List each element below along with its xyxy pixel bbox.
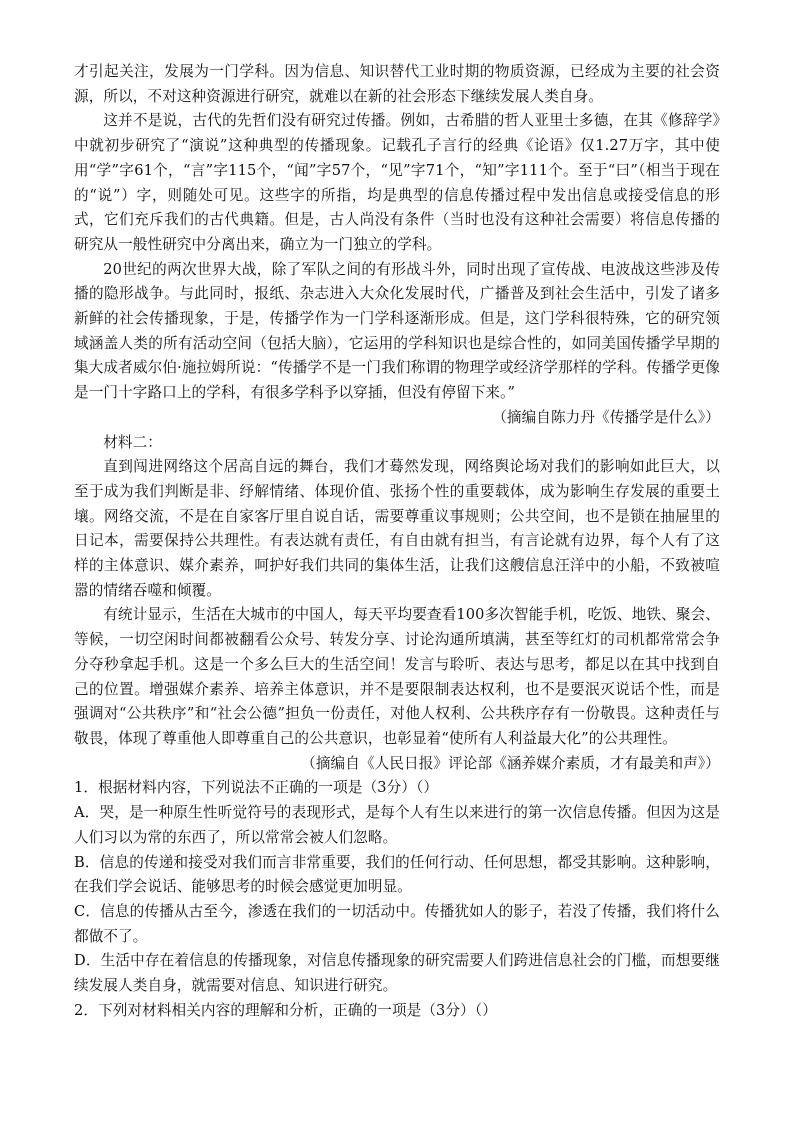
exam-page bbox=[74, 60, 720, 1023]
question-1-stem: 1．根据材料内容，下列说法不正确的一项是（3分）（） bbox=[74, 779, 439, 797]
material2-paragraph-1: 直到闯进网络这个居高自远的舞台，我们才蓦然发现，网络舆论场对我们的影响如此巨大，以至于成为我们判断是非、纾解情绪、体现价值、张扬个性的重要载体，成为影响生存发展的重要土壤。网络交流，不是在自家客厅里自说自话，需要尊重议事规则；公共空间，也不是锁在抽屉里的日记本，需要保持公共理性。有表达就有责任，有自由就有担当，有言论就有边界，每个人有了这样的主体意识、媒介素养，呵护好我们共同的集体生活，让我们这艘信息汪洋中的小船，不致被喧嚣的情绪吞噬和倾覆。 bbox=[74, 458, 720, 599]
material2-paragraph-2: 有统计显示，生活在大城市的中国人，每天平均要查看100多次智能手机，吃饭、地铁、聚会、等候，一切空闲时间都被翻看公众号、转发分享、讨论沟通所填满，甚至等红灯的司机都常常会争分夺秒拿起手机。这是一个多么巨大的生活空间！发言与聆听、表达与思考，都足以在其中找到自己的位置。增强媒介素养、培养主体意识，并不是要限制表达权利，也不是要泯灭说话个性，而是强调对“公共秩序”和“社会公德”担负一份责任，对他人权利、公共秩序存有一份敬畏。这种责任与敬畏，体现了尊重他人即尊重自己的公共意识，也彰显着“使所有人利益最大化”的公共理性。 bbox=[74, 606, 720, 747]
question-1-option-c: C．信息的传播从古至今，渗透在我们的一切活动中。传播犹如人的影子，若没了传播，我们将什么都做不了。 bbox=[74, 902, 720, 945]
material1-paragraph-continued: 才引起关注，发展为一门学科。因为信息、知识替代工业时期的物质资源，已经成为主要的社会资源，所以，不对这种资源进行研究，就难以在新的社会形态下继续发展人类自身。 bbox=[74, 63, 720, 105]
material2-label: 材料二： bbox=[103, 433, 162, 451]
question-1-option-b: B．信息的传递和接受对我们而言非常重要，我们的任何行动、任何思想，都受其影响。这种影响，在我们学会说话、能够思考的时候会感觉更加明显。 bbox=[74, 853, 720, 896]
question-1-option-d: D．生活中存在着信息的传播现象，对信息传播现象的研究需要人们跨进信息社会的门槛，而想要继续发展人类自身，就需要对信息、知识进行研究。 bbox=[74, 952, 720, 995]
material2-source: （摘编自《人民日报》评论部《涵养媒介素质，才有最美和声》） bbox=[301, 754, 720, 772]
question-1-option-a: A．哭，是一种原生性听觉符号的表现形式，是每个人有生以来进行的第一次信息传播。但因为这是人们习以为常的东西了，所以常常会被人们忽略。 bbox=[74, 804, 720, 846]
material1-paragraph-2: 这并不是说，古代的先哲们没有研究过传播。例如，古希腊的哲人亚里士多德，在其《修辞学》中就初步研究了“演说”这种典型的传播现象。记载孔子言行的经典《论语》仅1.27万字，其中使用“学”字61个，“言”字115个，“闻”字57个，“见”字71个，“知”字111个。至于“曰”（相当于现在的“说”）字，则随处可见。这些字的所指，均是典型的信息传播过程中发出信息或接受信息的形式，它们充斥我们的古代典籍。但是，古人尚没有条件（当时也没有这种社会需要）将信息传播的研究从一般性研究中分离出来，确立为一门独立的学科。 bbox=[74, 112, 720, 253]
material1-source: （摘编自陈力丹《传播学是什么》） bbox=[492, 408, 720, 426]
question-2-stem: 2．下列对材料相关内容的理解和分析，正确的一项是（3分）（） bbox=[74, 1001, 497, 1019]
material1-paragraph-3: 20世纪的两次世界大战，除了军队之间的有形战斗外，同时出现了宣传战、电波战这些涉及传播的隐形战争。与此同时，报纸、杂志进入大众化发展时代，广播普及到社会生活中，引发了诸多新鲜的社会传播现象，于是，传播学作为一门学科逐渐形成。但是，这门学科很特殊，它的研究领域涵盖人类的所有活动空间（包括大脑），它运用的学科知识也是综合性的，如同美国传播学早期的集大成者威尔伯·施拉姆所说：“传播学不是一门我们称谓的物理学或经济学那样的学科。传播学更像是一门十字路口上的学科，有很多学科予以穿插，但没有停留下来。” bbox=[74, 260, 720, 402]
